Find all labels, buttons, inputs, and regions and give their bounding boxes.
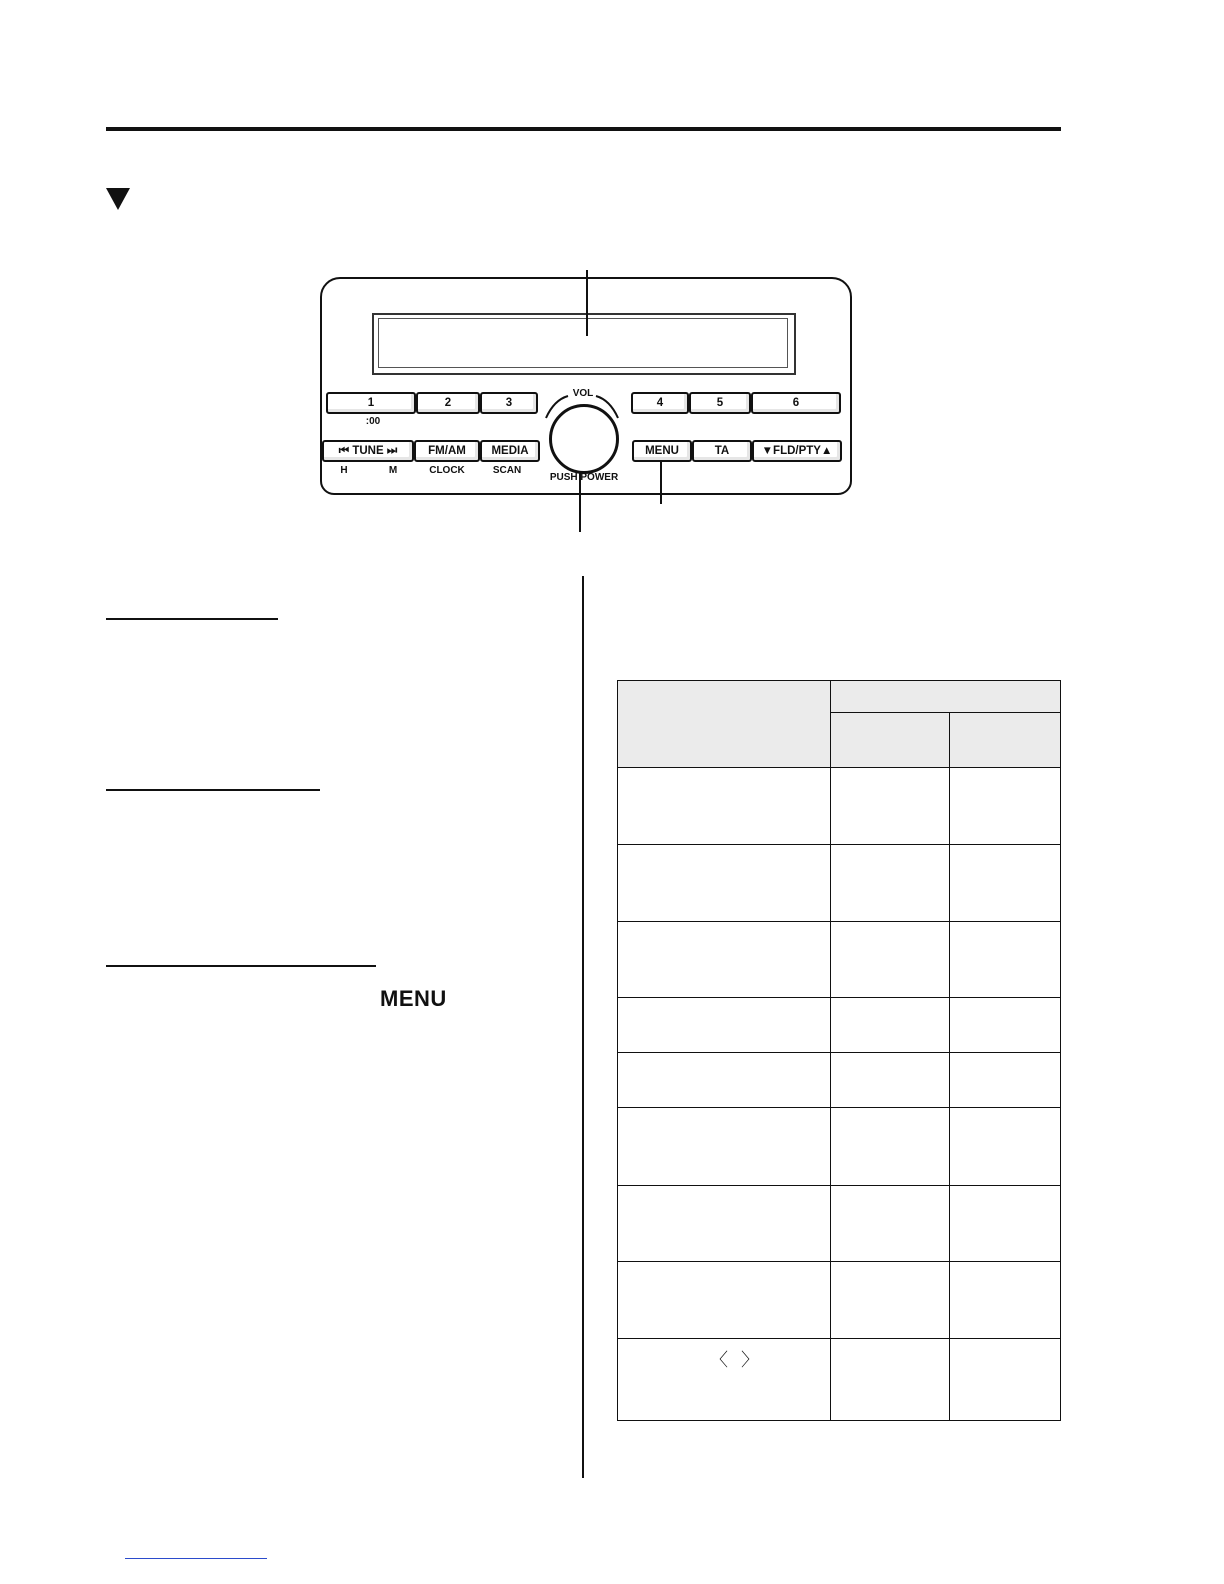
preset-6-button[interactable]: 6: [751, 392, 841, 414]
footer-link-underline[interactable]: [125, 1558, 267, 1559]
left-right-arrows-icon: 〈 〉: [710, 1350, 764, 1370]
push-power-label: PUSH POWER: [549, 472, 619, 483]
table-row: [618, 998, 1061, 1053]
display-callout-line: [586, 270, 588, 336]
scan-sublabel: SCAN: [492, 465, 522, 476]
preset-4-button[interactable]: 4: [631, 392, 689, 414]
column-divider: [582, 576, 584, 1478]
menu-button[interactable]: MENU: [632, 440, 692, 462]
table-header-col-2: [950, 713, 1061, 768]
table-header-group: [831, 681, 1061, 713]
settings-table: [617, 680, 1061, 1421]
ta-button[interactable]: TA: [692, 440, 752, 462]
preset-3-button[interactable]: 3: [480, 392, 538, 414]
heading-rule-1: [106, 618, 278, 620]
preset-2-button[interactable]: 2: [416, 392, 480, 414]
fld-pty-button[interactable]: ▼FLD/PTY▲: [752, 440, 842, 462]
preset-5-button[interactable]: 5: [689, 392, 751, 414]
tune-m-sublabel: M: [388, 465, 398, 476]
table-row: [618, 1262, 1061, 1339]
menu-button-inline-label: MENU: [380, 986, 447, 1011]
tune-h-sublabel: H: [340, 465, 348, 476]
preset-1-button[interactable]: 1: [326, 392, 416, 414]
tune-button[interactable]: ⏮ TUNE ⏭: [322, 440, 414, 462]
table-row: [618, 1108, 1061, 1186]
table-row: [618, 1186, 1061, 1262]
heading-rule-2: [106, 789, 320, 791]
fm-am-button[interactable]: FM/AM: [414, 440, 480, 462]
table-row: [618, 922, 1061, 998]
radio-illustration: [0, 0, 1224, 540]
table-row: [618, 1339, 1061, 1421]
volume-power-knob[interactable]: [549, 404, 619, 474]
table-row: [618, 768, 1061, 845]
vol-label: VOL: [572, 388, 594, 399]
table-row: [618, 845, 1061, 922]
clock-sublabel: CLOCK: [429, 465, 465, 476]
radio-display-inner: [378, 318, 788, 368]
media-button[interactable]: MEDIA: [480, 440, 540, 462]
table-header-item: [618, 681, 831, 768]
heading-rule-3: [106, 965, 376, 967]
preset-1-sublabel: :00: [365, 416, 381, 427]
table-header-col-1: [831, 713, 950, 768]
table-row: [618, 1053, 1061, 1108]
